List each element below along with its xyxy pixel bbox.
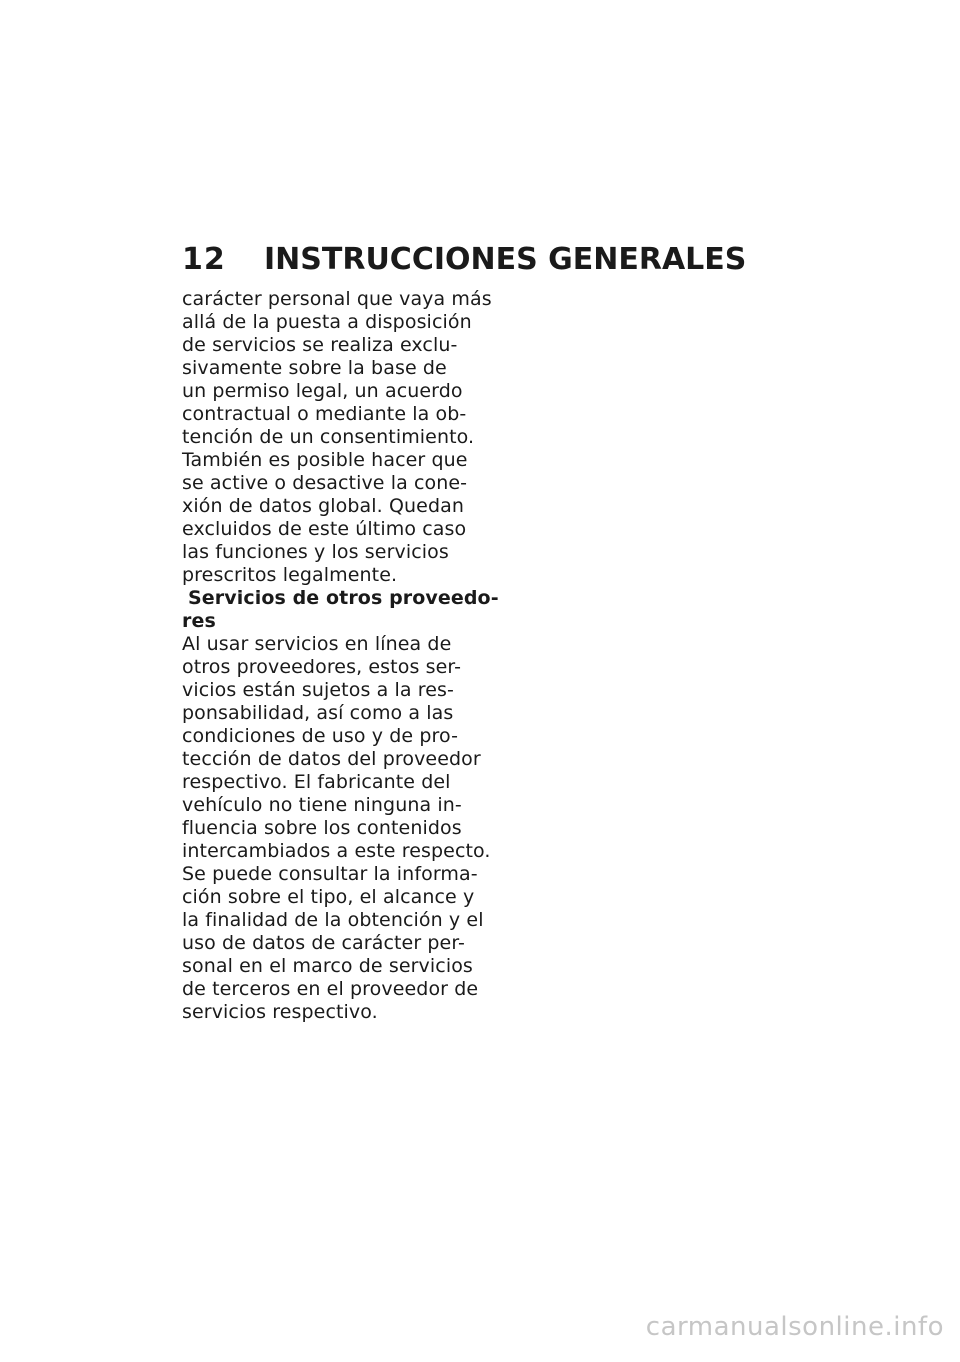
heading-line: res bbox=[182, 610, 216, 632]
text-line: sonal en el marco de servicios bbox=[182, 955, 473, 977]
watermark: carmanualsonline.info bbox=[645, 1312, 944, 1342]
text-line: carácter personal que vaya más bbox=[182, 288, 492, 310]
text-line: servicios respectivo. bbox=[182, 1001, 378, 1023]
text-line: fluencia sobre los contenidos bbox=[182, 817, 462, 839]
page-number: 12 bbox=[182, 242, 226, 277]
text-line: se active o desactive la cone- bbox=[182, 472, 468, 494]
text-line: tección de datos del proveedor bbox=[182, 748, 481, 770]
text-line: intercambiados a este respecto. bbox=[182, 840, 491, 862]
text-line: de servicios se realiza exclu- bbox=[182, 334, 458, 356]
text-line: También es posible hacer que bbox=[182, 449, 468, 471]
paragraph-third-party-services bbox=[182, 633, 491, 1024]
text-line: vicios están sujetos a la res- bbox=[182, 679, 454, 701]
text-column bbox=[182, 288, 499, 1024]
text-line: uso de datos de carácter per- bbox=[182, 932, 465, 954]
text-line: Se puede consultar la informa- bbox=[182, 863, 478, 885]
text-line: xión de datos global. Quedan bbox=[182, 495, 464, 517]
chapter-title: INSTRUCCIONES GENERALES bbox=[264, 242, 747, 277]
text-line: prescritos legalmente. bbox=[182, 564, 398, 586]
text-line: vehículo no tiene ninguna in- bbox=[182, 794, 462, 816]
text-line: otros proveedores, estos ser- bbox=[182, 656, 462, 678]
text-line: de terceros en el proveedor de bbox=[182, 978, 479, 1000]
section-heading bbox=[182, 587, 499, 633]
text-line: tención de un consentimiento. bbox=[182, 426, 475, 448]
paragraph-data-privacy bbox=[182, 288, 492, 587]
text-line: allá de la puesta a disposición bbox=[182, 311, 472, 333]
text-line: respectivo. El fabricante del bbox=[182, 771, 451, 793]
page-header bbox=[182, 240, 747, 280]
text-line: la finalidad de la obtención y el bbox=[182, 909, 484, 931]
text-line: ponsabilidad, así como a las bbox=[182, 702, 454, 724]
text-line: condiciones de uso y de pro- bbox=[182, 725, 459, 747]
text-line: las funciones y los servicios bbox=[182, 541, 449, 563]
text-line: sivamente sobre la base de bbox=[182, 357, 447, 379]
text-line: contractual o mediante la ob- bbox=[182, 403, 467, 425]
text-line: un permiso legal, un acuerdo bbox=[182, 380, 463, 402]
text-line: ción sobre el tipo, el alcance y bbox=[182, 886, 475, 908]
text-line: excluidos de este último caso bbox=[182, 518, 467, 540]
heading-line: Servicios de otros proveedo- bbox=[188, 587, 499, 609]
text-line: Al usar servicios en línea de bbox=[182, 633, 452, 655]
